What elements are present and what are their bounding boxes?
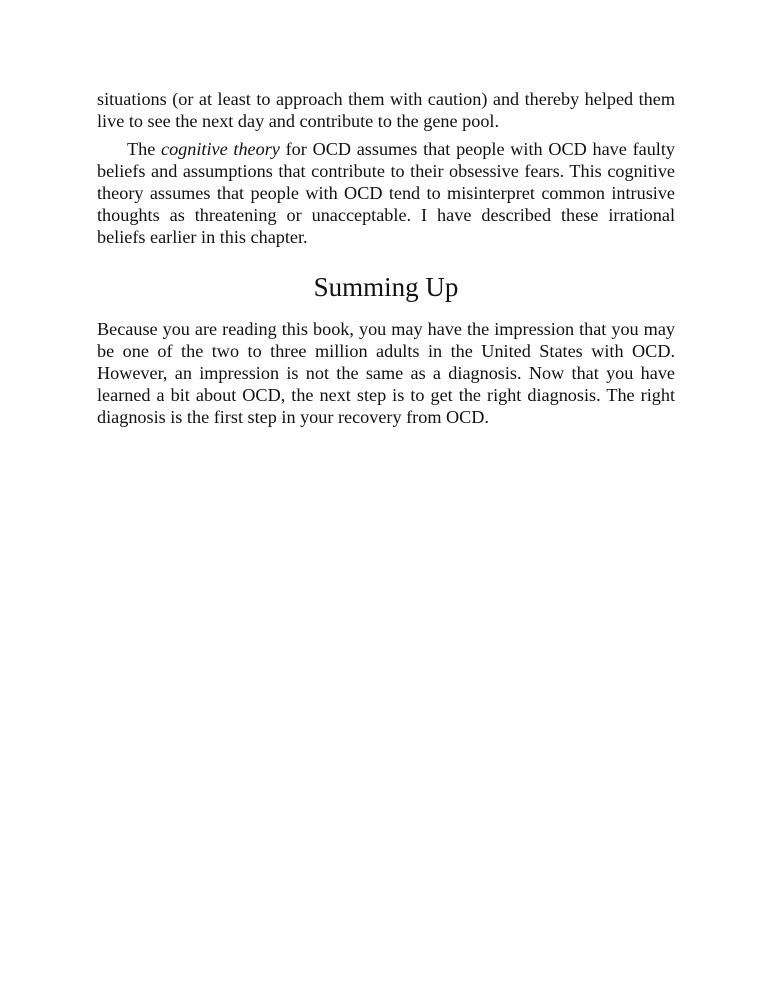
paragraph-lead: The	[127, 139, 162, 159]
section-heading: Summing Up	[313, 272, 459, 302]
document-page	[97, 88, 675, 428]
paragraph-continuation: situations (or at least to approach them with caution) and thereby helped them live to see the next day and contribute to the gene pool.	[97, 89, 675, 131]
paragraph-body: for OCD assumes that people with OCD have faulty beliefs and assumptions that contribute to their obsessive fears. This cognitive theory assumes that people with OCD tend to misinterpret common intrusive thoughts as threatening or unacceptable. I have described these irrational beliefs earlier in this chapter.	[97, 139, 676, 247]
emphasis-term: cognitive theory	[161, 139, 280, 159]
paragraph-summing-up: Because you are reading this book, you may have the impression that you may be one of the two to three million adults in the United States with OCD. However, an impression is not the same as a diagnosis. Now that you have learned a bit about OCD, the next step is to get the right diagnosis. The right diagnosis is the first step in your recovery from OCD.	[97, 319, 675, 427]
paragraph-cognitive-theory	[97, 138, 675, 248]
